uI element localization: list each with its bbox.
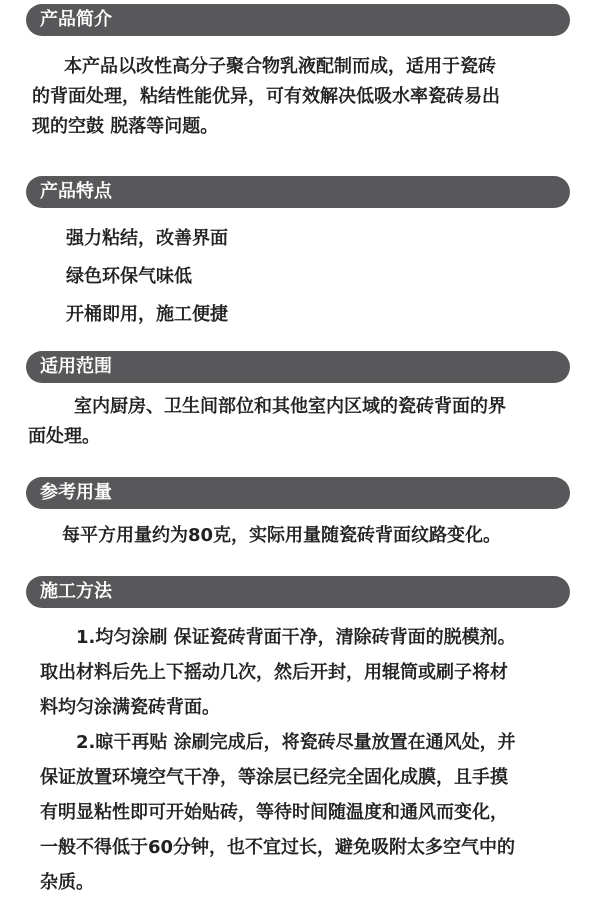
- section-title: 产品特点: [40, 181, 112, 202]
- step-2-line: 保证放置环境空气干净，等涂层已经完全固化成膜，且手摸: [40, 767, 508, 788]
- feature-item: 绿色环保气味低: [66, 266, 192, 287]
- body-line: 每平方用量约为80克，实际用量随瓷砖背面纹路变化。: [62, 525, 502, 546]
- section-header-bar: [26, 351, 570, 383]
- section-body: [66, 220, 228, 334]
- section-header-bar: [26, 477, 570, 509]
- step-1-line: 料均匀涂满瓷砖背面。: [40, 697, 220, 718]
- section-header-bar: [26, 4, 570, 36]
- body-line: 的背面处理，粘结性能优异，可有效解决低吸水率瓷砖易出: [32, 86, 500, 107]
- body-line: 本产品以改性高分子聚合物乳液配制而成，适用于瓷砖: [64, 56, 496, 77]
- step-1-line: 取出材料后先上下摇动几次，然后开封，用辊筒或刷子将材: [40, 662, 508, 683]
- body-line: 面处理。: [28, 426, 100, 447]
- step-2-line: 杂质。: [40, 872, 94, 893]
- section-body: [62, 520, 501, 551]
- body-line: 室内厨房、卫生间部位和其他室内区域的瓷砖背面的界: [74, 396, 506, 417]
- section-body: [40, 620, 516, 900]
- step-1-line: 1.均匀涂刷 保证瓷砖背面干净，清除砖背面的脱模剂。: [76, 627, 516, 648]
- feature-item: 开桶即用，施工便捷: [66, 304, 228, 325]
- section-title: 参考用量: [40, 482, 112, 503]
- section-header-bar: [26, 176, 570, 208]
- step-2-line: 一般不得低于60分钟，也不宜过长，避免吸附太多空气中的: [40, 837, 516, 858]
- section-title: 施工方法: [40, 581, 112, 602]
- body-line: 现的空鼓 脱落等问题。: [32, 116, 219, 137]
- step-2-line: 2.晾干再贴 涂刷完成后，将瓷砖尽量放置在通风处，并: [76, 732, 516, 753]
- section-title: 产品简介: [40, 9, 112, 30]
- section-header-bar: [26, 576, 570, 608]
- feature-item: 强力粘结，改善界面: [66, 228, 228, 249]
- step-2-line: 有明显粘性即可开始贴砖，等待时间随温度和通风而变化，: [40, 802, 508, 823]
- section-body: [28, 392, 506, 452]
- section-body: [32, 52, 500, 142]
- section-title: 适用范围: [40, 356, 112, 377]
